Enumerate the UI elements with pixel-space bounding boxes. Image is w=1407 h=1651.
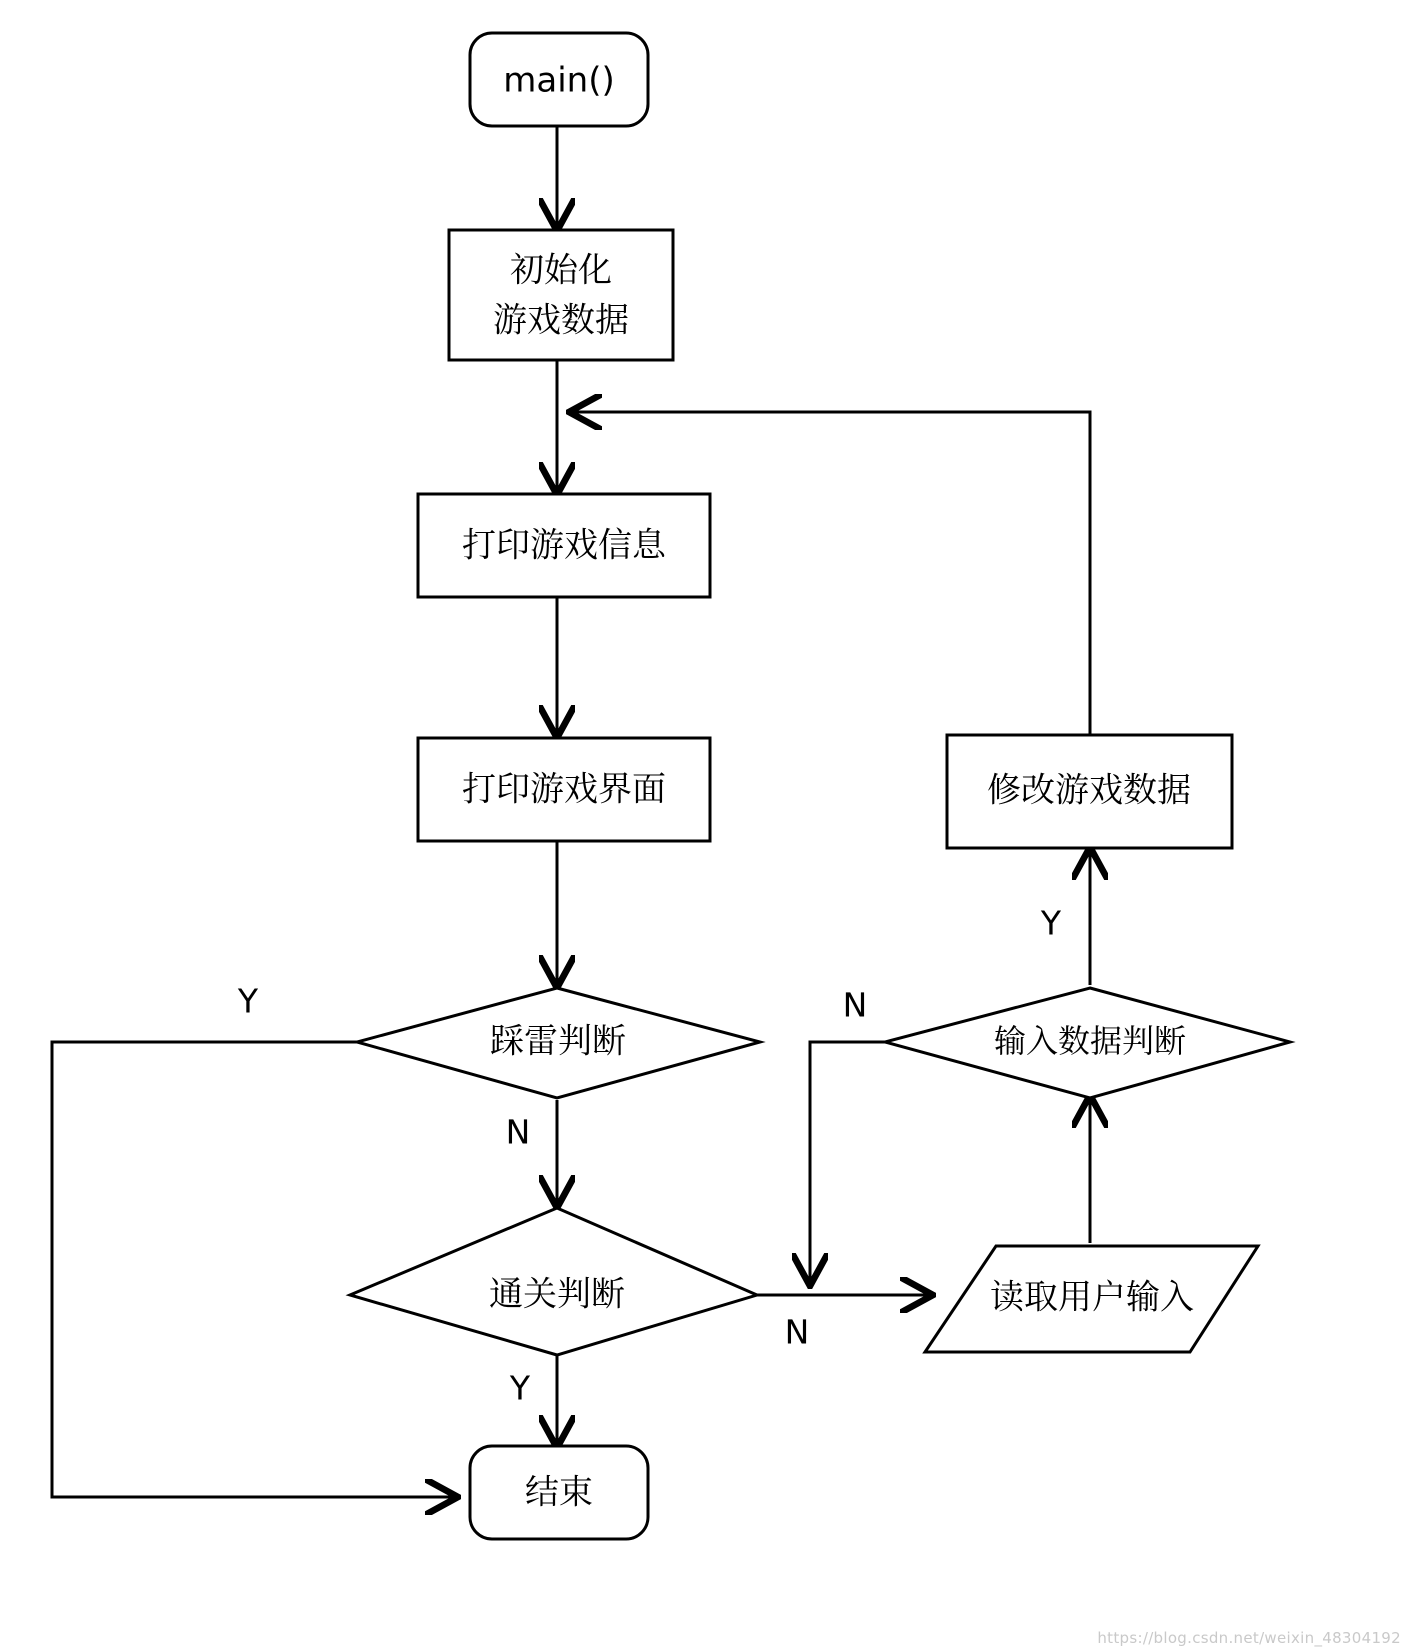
node-main-label: main() [503, 60, 615, 101]
edge-mine-check-yes-to-end [52, 1042, 455, 1497]
edge-input-check-no-to-read-input [810, 1042, 888, 1283]
watermark-text: https://blog.csdn.net/weixin_48304192 [1097, 1629, 1401, 1647]
edge-label-clear-check-yes: Y [509, 1368, 531, 1408]
node-init-label-line1: 初始化 [510, 250, 612, 291]
edge-label-clear-check-no: N [784, 1312, 810, 1352]
edge-label-input-check-yes: Y [1040, 903, 1062, 943]
node-input-check-label: 输入数据判断 [993, 1022, 1187, 1060]
edge-label-mine-check-yes: Y [237, 981, 259, 1021]
edge-label-input-check-no: N [842, 985, 868, 1025]
node-clear-check-label: 通关判断 [489, 1274, 625, 1315]
edge-label-mine-check-no: N [505, 1112, 531, 1152]
node-end-label: 结束 [525, 1472, 593, 1513]
node-init-label-line2: 游戏数据 [493, 300, 629, 341]
node-read-input-label: 读取用户输入 [990, 1277, 1194, 1318]
node-init[interactable] [449, 230, 673, 360]
node-print-info-label: 打印游戏信息 [462, 525, 666, 566]
node-mine-check-label: 踩雷判断 [490, 1021, 626, 1062]
node-modify-data-label: 修改游戏数据 [987, 770, 1191, 811]
node-print-ui-label: 打印游戏界面 [462, 769, 666, 810]
